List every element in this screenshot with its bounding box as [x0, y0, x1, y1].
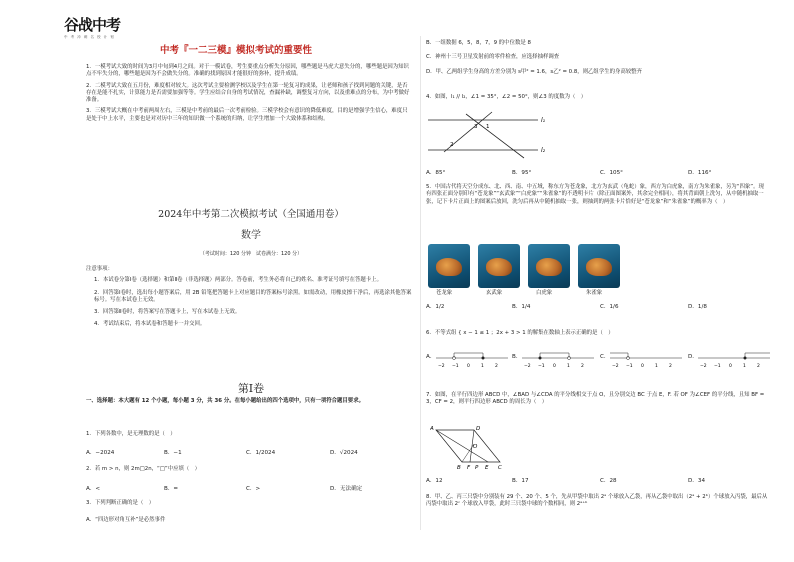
q1-option-a: A．−2024: [86, 450, 115, 456]
svg-text:2: 2: [669, 364, 672, 369]
parallelogram: [436, 430, 500, 462]
svg-text:0: 0: [553, 364, 556, 369]
q5-option-a: A．1/2: [426, 304, 445, 310]
note-1: 1．本试卷分第Ⅰ卷（选择题）和第Ⅱ卷（非选择题）两部分。答卷前，考生务必将自己的姓名、准考证号填写在答题卡上。: [94, 277, 382, 284]
svg-text:−2: −2: [612, 364, 619, 369]
q2-option-b: B．=: [164, 486, 179, 492]
q4-figure: [426, 108, 556, 160]
q3-stem: 3．下列判断正确的是（ ）: [86, 500, 155, 506]
q5-stem: 5．中国古代将天空分成东、北、西、南、中五域，称东方为苍龙象，北方为玄武（龟蛇）象，西方为白虎象，南方为朱雀象，另为“四象”。现有四张正面分别印有“苍龙象”“玄武象”“白虎象”“朱雀象”的不透明卡片（除正面图案外，其余完全相同），将其背面朝上洗匀，从中随机抽取一张，记下卡片正面上的图案后放回，洗匀后再从中随机抽取一张，则抽到的两张卡片恰好是“苍龙象”和“朱雀象”的概率为（ ）: [426, 184, 764, 205]
q7-options: [426, 476, 766, 488]
svg-text:1: 1: [567, 364, 570, 369]
label-l1: l₁: [541, 117, 546, 124]
q5-option-c: C．1/6: [600, 304, 619, 310]
q4-option-b: B．95°: [512, 170, 532, 176]
svg-text:1: 1: [655, 364, 658, 369]
number-line-b: [522, 350, 598, 370]
angle-1-label: 1: [486, 124, 490, 130]
q3-option-b: B．一组数据 6，5，8，7，9 的中位数是 8: [426, 40, 531, 46]
number-line-c: [610, 350, 686, 370]
q2-options: [86, 484, 416, 496]
note-3: 3．回答第Ⅱ卷时，将答案写在答题卡上，写在本试卷上无效。: [94, 309, 241, 316]
svg-text:D: D: [476, 426, 481, 432]
q1-option-b: B．−1: [164, 450, 182, 456]
svg-text:−1: −1: [452, 364, 459, 369]
svg-text:−2: −2: [700, 364, 707, 369]
q4-stem: 4．如图，l₁ // l₂，∠1 = 35°，∠2 = 50°，则∠3 的度数为（ ）: [426, 94, 587, 100]
svg-text:A: A: [430, 426, 434, 432]
q4-options: [426, 168, 766, 180]
q1-option-c: C．1/2024: [246, 450, 276, 456]
q2-option-c: C．>: [246, 486, 261, 492]
svg-text:F: F: [467, 465, 471, 470]
card-canglong-image: [428, 244, 470, 288]
exam-info: （考试时间：120 分钟 试卷满分：120 分）: [199, 251, 303, 257]
svg-text:−1: −1: [714, 364, 721, 369]
svg-text:−1: −1: [538, 364, 545, 369]
q2-stem: 2．若 m > n，则 2m□2n，“□”中应填（ ）: [86, 466, 201, 472]
number-line-d: [698, 350, 774, 370]
number-line-a: [436, 350, 512, 370]
svg-text:0: 0: [467, 364, 470, 369]
intro-paragraph-2: 2．二模考试大致在五月份，难度相对较大。这次考试主要检测学校以及学生在第一轮复习的成果，让老师和孩子找到问题的关键，是否存在是能不扎实，计算能力是否需要加强等等。学生应结合自身的考试情况，查漏补缺，调整复习方向，以及重难点的分布，为中考做好准备。: [86, 82, 410, 104]
q7-option-a: A．12: [426, 478, 443, 484]
svg-text:2: 2: [757, 364, 760, 369]
q7-option-c: C．28: [600, 478, 617, 484]
logo-text: 谷战中考: [64, 16, 121, 34]
q4-option-d: D．116°: [688, 170, 712, 176]
q3-option-d: D．甲、乙两组学生身高的方差分别为 s甲² = 1.6，s乙² = 0.8，则乙组学生的身高较整齐: [426, 68, 642, 75]
notes-heading: 注意事项：: [86, 266, 113, 272]
notes-block: [86, 266, 412, 329]
note-4: 4．考试结束后，将本试卷和答题卡一并交回。: [94, 321, 206, 328]
q6-option-c: C．: [600, 354, 610, 360]
logo: [64, 14, 134, 40]
angle-3-label: 3: [474, 124, 478, 130]
svg-text:0: 0: [729, 364, 732, 369]
q5-option-d: D．1/8: [688, 304, 707, 310]
card-label-3: 白虎象: [536, 290, 553, 296]
svg-text:P: P: [475, 465, 479, 470]
card-label-2: 玄武象: [486, 290, 503, 296]
svg-text:2: 2: [581, 364, 584, 369]
q6-option-d: D．: [688, 354, 698, 360]
q4-option-a: A．85°: [426, 170, 446, 176]
q8-stem: 8．甲、乙、丙三只袋中分别装有 29 个、20 个、5 个，先从甲袋中取出 2ᵃ 个球放入乙袋，再从乙袋中取出（2ᵃ + 2ᵇ）个球放入丙袋，最后从丙袋中取出 2ᶜ 个球放入甲袋，此时三只袋中球的个数相同，则 2ᵃ⁺ᵇ: [426, 494, 768, 508]
section-title: 第Ⅰ卷: [237, 382, 265, 395]
q2-option-a: A．<: [86, 486, 101, 492]
q7-option-d: D．34: [688, 478, 706, 484]
q3-remaining-options: [426, 40, 766, 76]
q2-option-d: D．无法确定: [330, 486, 363, 492]
q1-stem: 1．下列各数中，是无理数的是（ ）: [86, 431, 176, 437]
banner-title: 中考『一二三模』模拟考试的重要性: [160, 45, 313, 56]
q5-option-b: B．1/4: [512, 304, 531, 310]
label-l2: l₂: [541, 147, 546, 154]
transversal-2: [466, 114, 524, 158]
svg-text:1: 1: [481, 364, 484, 369]
q6-number-lines: [426, 350, 776, 372]
q3-option-c: C．神州十三号卫星发射前的零件检查，应选择抽样调查: [426, 54, 560, 61]
exam-title: 2024年中考第二次模拟考试（全国通用卷）: [158, 209, 344, 220]
intro-paragraph-3: 3．三模考试大概在中考前两周左右，三模是中考前的最后一次考前检验。三模学校会有意识的降低难度，目的是增强学生信心，难度只是处于中上水平，主要也是对对历中三年的知识做一个系统的归纳，让学生增加一个大致体系和结构。: [86, 108, 408, 122]
logo-subtitle: 中 考 冲 刺 名 校 计 划: [64, 35, 115, 39]
section-intro: 一、选择题：本大题有 12 个小题，每小题 3 分，共 36 分。在每小题给出的四个选项中，只有一项符合题目要求。: [86, 398, 364, 404]
q4-option-c: C．105°: [600, 170, 623, 176]
svg-text:B: B: [457, 465, 461, 470]
column-divider: [420, 36, 421, 530]
q6-option-a: A．: [426, 354, 436, 360]
card-xuanwu-image: [478, 244, 520, 288]
q7-option-b: B．17: [512, 478, 529, 484]
subject-title: 数学: [241, 230, 261, 241]
q6-option-b: B．: [512, 354, 522, 360]
q3-option-a: A．“四边形对角互补”是必然事件: [86, 517, 166, 523]
angle-2-label: 2: [450, 142, 454, 148]
q5-options: [426, 302, 766, 316]
svg-text:0: 0: [641, 364, 644, 369]
svg-text:O: O: [473, 444, 478, 450]
svg-text:1: 1: [743, 364, 746, 369]
svg-text:−2: −2: [438, 364, 445, 369]
card-label-4: 朱雀象: [586, 290, 603, 296]
q1-option-d: D．√2024: [330, 450, 358, 456]
card-label-1: 苍龙象: [436, 290, 453, 296]
svg-text:−1: −1: [626, 364, 633, 369]
q1-options: [86, 448, 416, 460]
svg-text:C: C: [498, 465, 502, 470]
q6-stem: 6．不等式组 { x − 1 ≤ 1 ；2x + 3 > 1 的解集在数轴上表示正确的是（ ）: [426, 330, 614, 336]
q7-stem: 7．如图，在平行四边形 ABCD 中，∠BAD 与∠CDA 的平分线相交于点 O，且分别交边 BC 于点 E，F. 若 OF 为∠CEF 的平分线，且知 BF = 3，CF = 2，则平行四边形 ABCD 的周长为（ ）: [426, 392, 765, 406]
card-zhuque-image: [578, 244, 620, 288]
card-baihu-image: [528, 244, 570, 288]
intro-paragraph-1: 1．一模考试大致的时间为3月中旬到4月之间。对于一模试卷，考生要重点分析失分原因，哪些题是马虎大意失分的，哪些题是因为知识点不牢失分的，哪些题是因为不会做失分的。准确的找到原因才能很好的弥补，提升成绩。: [86, 64, 409, 78]
intro-block: [86, 64, 412, 123]
q7-figure: [430, 424, 510, 470]
svg-text:2: 2: [495, 364, 498, 369]
svg-text:E: E: [485, 465, 489, 470]
note-2: 2．回答第Ⅰ卷时，选出每小题答案后，用 2B 铅笔把答题卡上对应题目的答案标号涂黑。如需改动，用橡皮擦干净后，再选涂其他答案标号。写在本试卷上无效。: [94, 289, 412, 303]
svg-text:−2: −2: [524, 364, 531, 369]
